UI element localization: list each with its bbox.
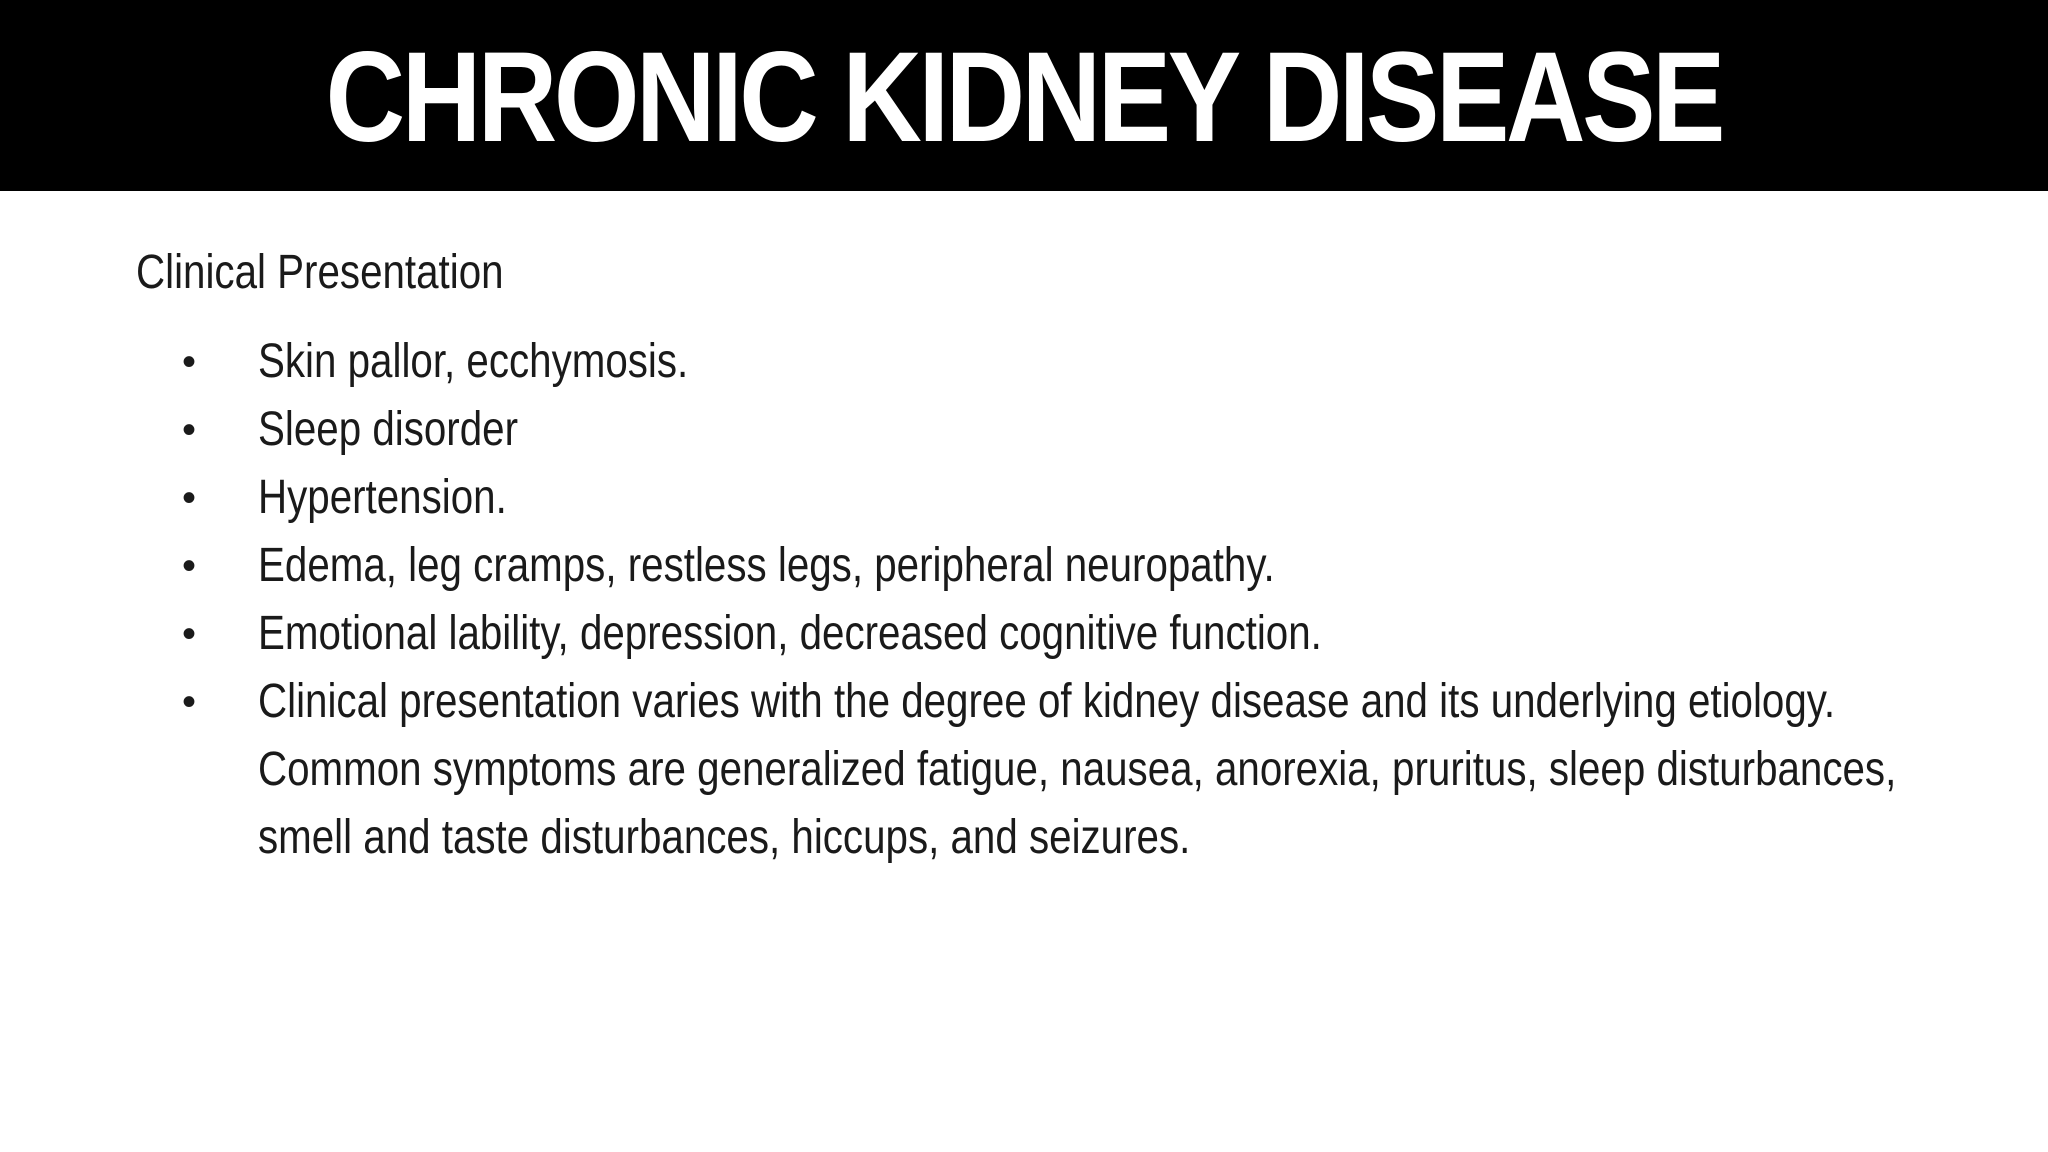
slide-content [136, 238, 1916, 872]
bullet-item [136, 328, 1916, 396]
bullet-text: Sleep disorder [258, 403, 518, 456]
section-heading: Clinical Presentation [136, 246, 504, 299]
bullet-list [136, 328, 1916, 872]
bullet-text: Hypertension. [258, 471, 507, 524]
bullet-text: Emotional lability, depression, decreased cognitive function. [258, 607, 1322, 660]
bullet-icon: • [182, 544, 197, 588]
slide-title: CHRONIC KIDNEY DISEASE [325, 25, 1723, 169]
bullet-item [136, 532, 1916, 600]
bullet-icon: • [182, 408, 197, 452]
title-bar [0, 0, 2048, 191]
bullet-text: Edema, leg cramps, restless legs, peripheral neuropathy. [258, 539, 1275, 592]
bullet-text: Skin pallor, ecchymosis. [258, 335, 689, 388]
bullet-icon: • [182, 476, 197, 520]
bullet-item [136, 600, 1916, 668]
bullet-item [136, 396, 1916, 464]
bullet-item [136, 464, 1916, 532]
bullet-text: Clinical presentation varies with the degree of kidney disease and its underlying etiology. Common symptoms are generalized fatigue, nausea, anorexia, pruritus, sleep disturbances, smell and taste disturbances, hiccups, and seizures. [258, 675, 1897, 864]
bullet-icon: • [182, 612, 197, 656]
bullet-icon: • [182, 680, 197, 724]
bullet-icon: • [182, 340, 197, 384]
bullet-item [136, 668, 1916, 872]
